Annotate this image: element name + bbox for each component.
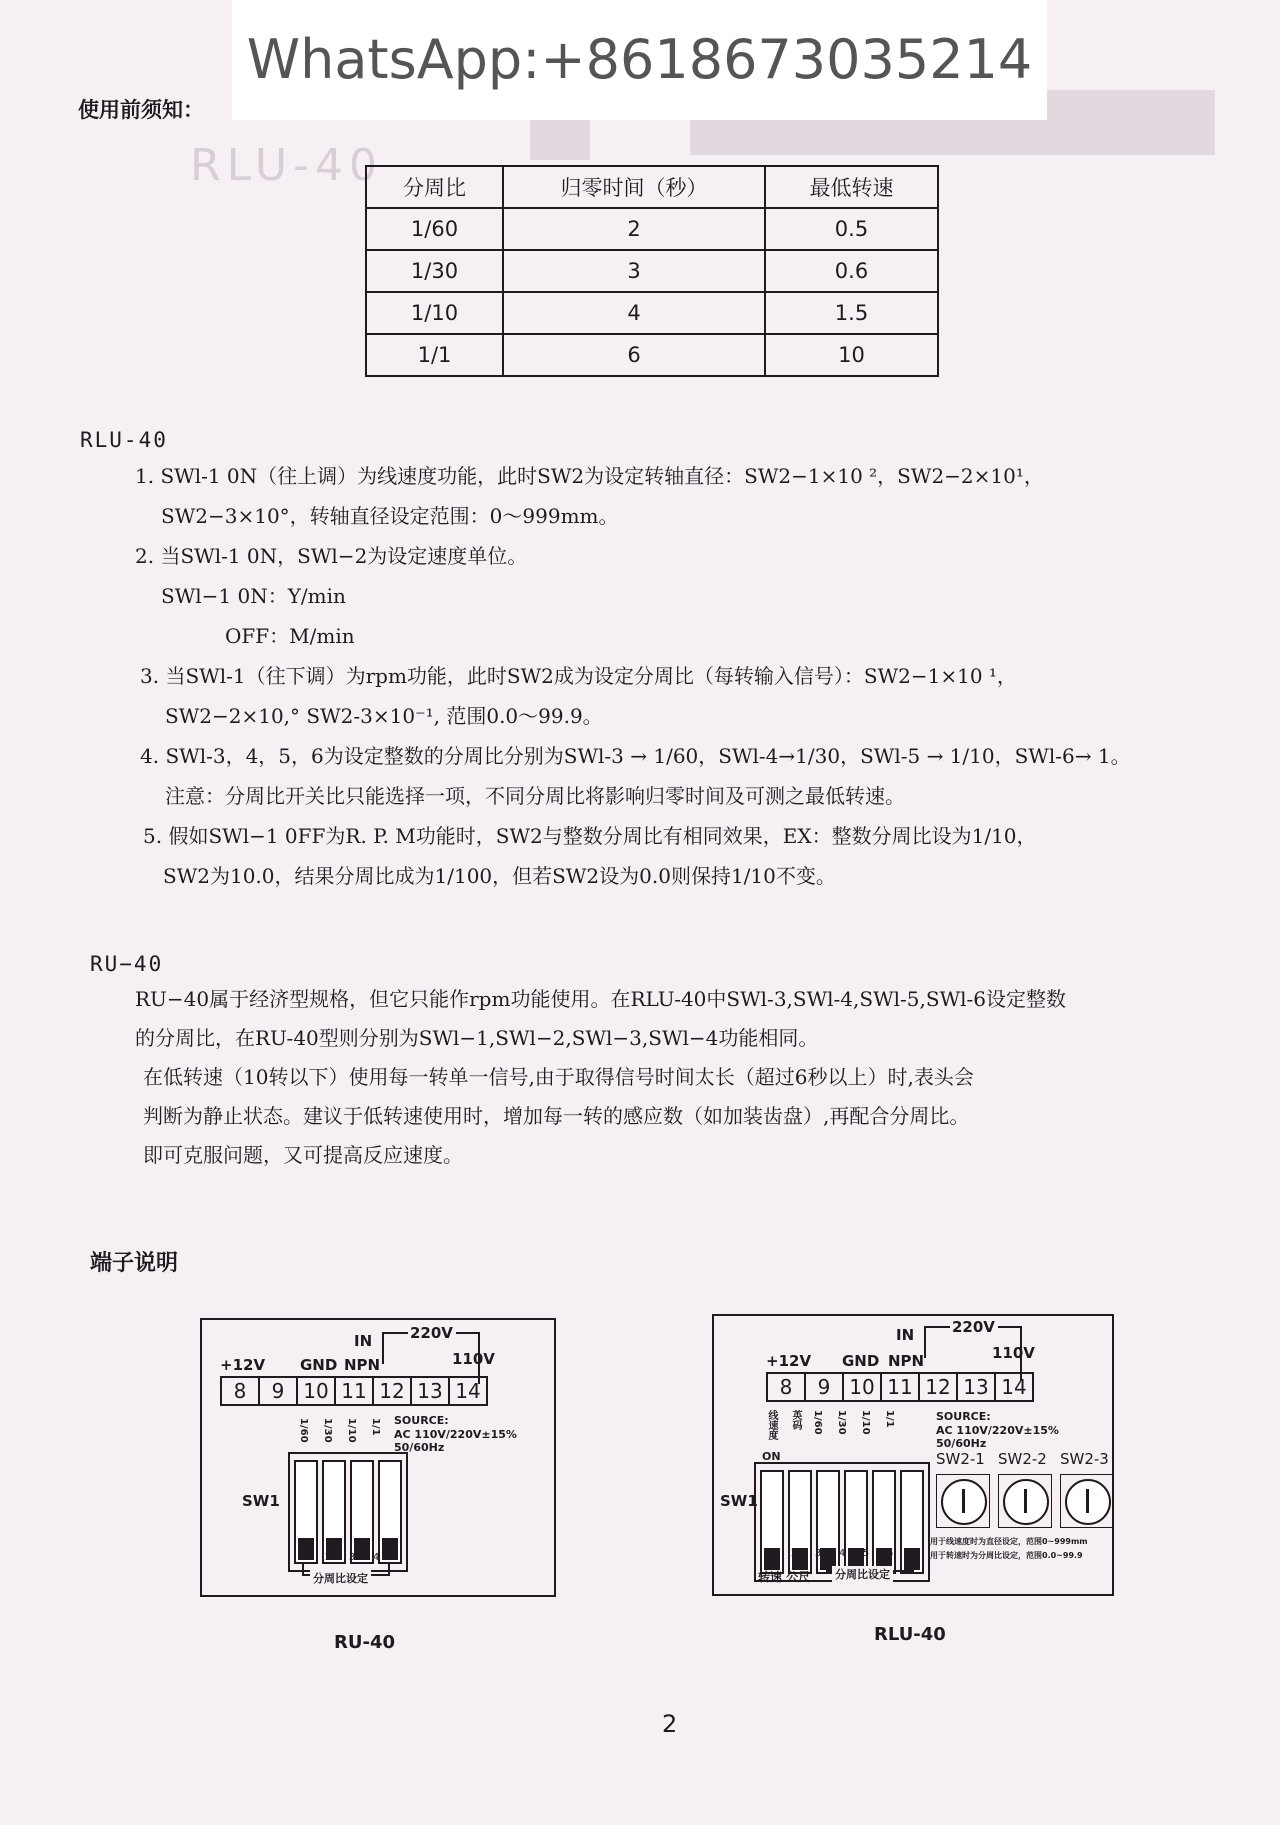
dip-number: 4 xyxy=(372,1552,380,1563)
sw2-3-label: SW2-3 xyxy=(1060,1450,1109,1468)
on-label: ON xyxy=(762,1450,781,1463)
rlu-section-title: RLU-40 xyxy=(80,428,168,452)
gnd-label: GND xyxy=(842,1352,880,1370)
terminal: 10 xyxy=(298,1378,336,1404)
terminal: 13 xyxy=(958,1374,996,1400)
table-cell: 6 xyxy=(503,334,765,376)
dip-numbers xyxy=(760,1548,900,1559)
dip-numbers xyxy=(294,1552,386,1563)
in-label: IN xyxy=(354,1332,373,1350)
table-cell: 0.5 xyxy=(765,208,938,250)
table-row xyxy=(366,208,938,250)
dip-number: 4 xyxy=(838,1548,846,1559)
terminal: 11 xyxy=(882,1374,920,1400)
rlu-line: 5. 假如SWl−1 0FF为R. P. M功能时，SW2与整数分周比有相同效果，EX：整数分周比设为1/10， xyxy=(143,824,1037,848)
dip-number: 3 xyxy=(814,1548,822,1559)
ru-line: 的分周比，在RU-40型则分别为SWl−1,SWl−2,SWl−3,SWl−4功能相同。 xyxy=(135,1026,819,1050)
rlu-line: SW2−2×10,° SW2-3×10⁻¹, 范围0.0～99.9。 xyxy=(165,704,603,728)
rlu40-diagram xyxy=(712,1314,1114,1596)
table-cell: 1.5 xyxy=(765,292,938,334)
dip-number: 6 xyxy=(886,1548,894,1559)
sw1-label: SW1 xyxy=(242,1492,280,1510)
v220-bracket xyxy=(924,1326,950,1358)
dip-label: 1/60 xyxy=(812,1410,823,1435)
sw2-3-dial-icon[interactable] xyxy=(1065,1479,1111,1525)
sw2-note-diameter: 用于线速度时为直径设定，范围0~999mm xyxy=(930,1537,1088,1546)
dip-number: 1 xyxy=(300,1552,308,1563)
table-header-cell: 归零时间（秒） xyxy=(503,166,765,208)
dip-switch[interactable] xyxy=(294,1460,318,1564)
terminal-section-title: 端子说明 xyxy=(90,1251,179,1276)
v220-label: 220V xyxy=(410,1324,453,1342)
v220-bracket xyxy=(382,1332,408,1364)
table-row xyxy=(366,292,938,334)
dip-label: 1/10 xyxy=(860,1410,871,1435)
rlu-section-body xyxy=(135,456,1235,896)
dip-label: 1/30 xyxy=(836,1410,847,1435)
terminal: 14 xyxy=(1001,1375,1027,1399)
terminal: 11 xyxy=(336,1378,374,1404)
page-number: 2 xyxy=(662,1710,678,1738)
dip-number: 1 xyxy=(766,1548,774,1559)
ru-line: 在低转速（10转以下）使用每一转单一信号,由于取得信号时间太长（超过6秒以上）时,表头会 xyxy=(143,1065,974,1089)
npn-label: NPN xyxy=(344,1356,381,1374)
sw2-1-label: SW2-1 xyxy=(936,1450,985,1468)
speed-unit-label: 转速 公尺 xyxy=(758,1570,811,1584)
watermark-contact: WhatsApp:+8618673035214 xyxy=(232,0,1047,120)
table-header-cell: 最低转速 xyxy=(765,166,938,208)
notice-title: 使用前须知： xyxy=(78,98,204,122)
rlu-line: 2. 当SWl-1 0N，SWl−2为设定速度单位。 xyxy=(135,544,528,568)
ratio-setting-label: 分周比设定 xyxy=(832,1566,893,1582)
dip-label: 1/1 xyxy=(884,1410,895,1428)
rlu-line: SW2为10.0，结果分周比成为1/100，但若SW2设为0.0则保持1/10不变。 xyxy=(163,864,836,888)
v110-label: 110V xyxy=(992,1344,1035,1362)
v110-label: 110V xyxy=(452,1350,495,1368)
ratio-setting-label: 分周比设定 xyxy=(310,1570,371,1586)
terminal-strip xyxy=(220,1376,488,1406)
table-cell: 3 xyxy=(503,250,765,292)
table-header-row xyxy=(366,166,938,208)
table-cell: 1/1 xyxy=(366,334,503,376)
in-label: IN xyxy=(896,1326,915,1344)
ghost-model-text: RLU-40 xyxy=(190,140,383,191)
sw2-note-ratio: 用于转速时为分周比设定，范围0.0~99.9 xyxy=(930,1551,1083,1560)
dip-number: 3 xyxy=(348,1552,356,1563)
rlu-line: 1. SWl-1 0N（往上调）为线速度功能，此时SW2为设定转轴直径：SW2−1×10 ²，SW2−2×10¹， xyxy=(135,464,1044,488)
ru-section-body xyxy=(135,980,1235,1175)
plus12v-label: +12V xyxy=(220,1356,266,1374)
dip-switch[interactable] xyxy=(322,1460,346,1564)
table-cell: 1/60 xyxy=(366,208,503,250)
sw1-label: SW1 xyxy=(720,1492,758,1510)
dip-switch[interactable] xyxy=(900,1470,924,1574)
source-title: SOURCE: xyxy=(394,1414,449,1427)
dip-number: 2 xyxy=(790,1548,798,1559)
source-value: AC 110V/220V±15% 50/60Hz xyxy=(394,1428,517,1454)
terminal: 10 xyxy=(844,1374,882,1400)
ru40-diagram xyxy=(200,1318,556,1597)
dip-label: 线速度 xyxy=(766,1410,777,1440)
ru-line: 即可克服问题，又可提高反应速度。 xyxy=(143,1143,463,1167)
terminal: 14 xyxy=(455,1379,481,1403)
rlu-line: OFF：M/min xyxy=(225,624,355,648)
rlu-line: 3. 当SWl-1（往下调）为rpm功能，此时SW2成为设定分周比（每转输入信号）：SW2−1×10 ¹， xyxy=(140,664,1017,688)
terminal: 9 xyxy=(806,1374,844,1400)
v220-label: 220V xyxy=(952,1318,995,1336)
terminal: 13 xyxy=(412,1378,450,1404)
ru-line: 判断为静止状态。建议于低转速使用时，增加每一转的感应数（如加装齿盘）,再配合分周比。 xyxy=(143,1104,970,1128)
terminal: 12 xyxy=(920,1374,958,1400)
dip-label: 1/10 xyxy=(346,1418,357,1443)
source-value: AC 110V/220V±15% 50/60Hz xyxy=(936,1424,1059,1450)
rlu-line: SW2−3×10°，转轴直径设定范围：0～999mm。 xyxy=(161,504,619,528)
table-cell: 2 xyxy=(503,208,765,250)
table-cell: 1/10 xyxy=(366,292,503,334)
sw2-1-dial-icon[interactable] xyxy=(941,1479,987,1525)
ratio-table xyxy=(365,165,939,377)
rlu-line: 4. SWl-3，4，5，6为设定整数的分周比分别为SWl-3 → 1/60，SWl-4→1/30，SWl-5 → 1/10，SWl-6→ 1。 xyxy=(140,744,1131,768)
npn-label: NPN xyxy=(888,1352,925,1370)
rlu40-caption: RLU-40 xyxy=(874,1624,946,1645)
table-row xyxy=(366,334,938,376)
table-header-cell: 分周比 xyxy=(366,166,503,208)
table-row xyxy=(366,250,938,292)
dip-switch[interactable] xyxy=(350,1460,374,1564)
sw2-2-label: SW2-2 xyxy=(998,1450,1047,1468)
plus12v-label: +12V xyxy=(766,1352,812,1370)
table-cell: 1/30 xyxy=(366,250,503,292)
terminal: 8 xyxy=(222,1378,260,1404)
table-cell: 10 xyxy=(765,334,938,376)
table-cell: 4 xyxy=(503,292,765,334)
terminal: 12 xyxy=(374,1378,412,1404)
ru-line: RU−40属于经济型规格，但它只能作rpm功能使用。在RLU-40中SWl-3,SWl-4,SWl-5,SWl-6设定整数 xyxy=(135,987,1067,1011)
sw2-2-dial-icon[interactable] xyxy=(1003,1479,1049,1525)
dip-label: 1/30 xyxy=(322,1418,333,1443)
dip-label: 1/1 xyxy=(370,1418,381,1436)
dip-number: 2 xyxy=(324,1552,332,1563)
source-title: SOURCE: xyxy=(936,1410,991,1423)
dip-number: 5 xyxy=(862,1548,870,1559)
ru40-caption: RU-40 xyxy=(334,1632,395,1653)
ru-section-title: RU−40 xyxy=(90,952,164,976)
dip-switch[interactable] xyxy=(378,1460,402,1564)
terminal-strip xyxy=(766,1372,1034,1402)
dip-label: 英码 xyxy=(790,1410,801,1430)
terminal: 8 xyxy=(768,1374,806,1400)
dip-label: 1/60 xyxy=(298,1418,309,1443)
rlu-line: 注意：分周比开关比只能选择一项，不同分周比将影响归零时间及可测之最低转速。 xyxy=(165,784,905,808)
gnd-label: GND xyxy=(300,1356,338,1374)
terminal: 9 xyxy=(260,1378,298,1404)
table-cell: 0.6 xyxy=(765,250,938,292)
rlu-line: SWl−1 0N：Y/min xyxy=(161,584,346,608)
